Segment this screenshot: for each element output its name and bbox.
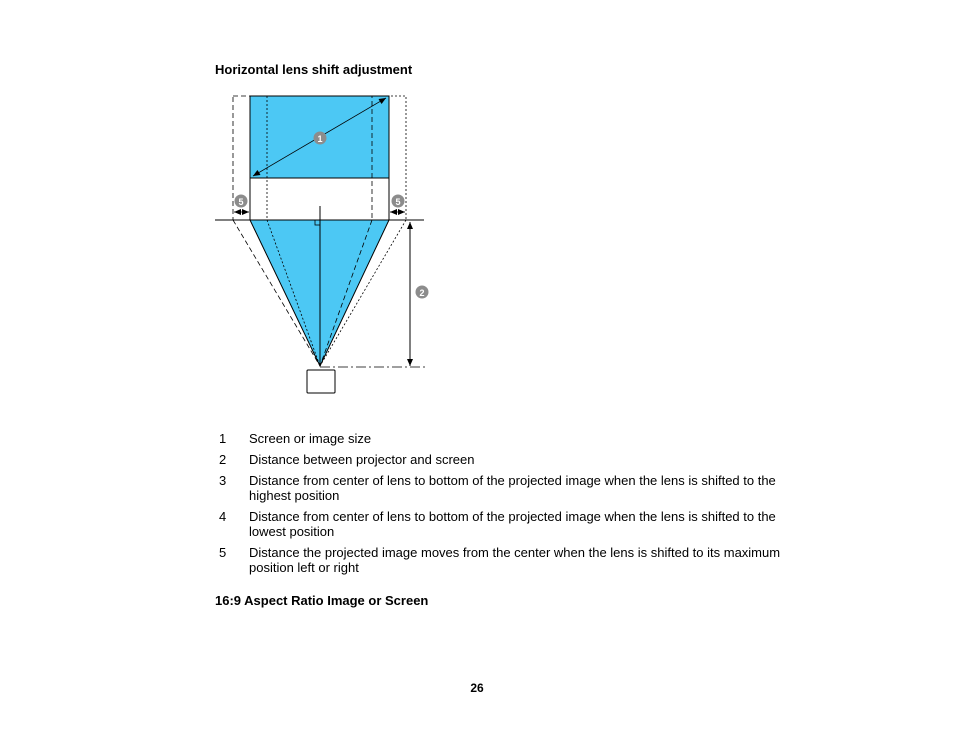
legend-item: 4 Distance from center of lens to bottom of the projected image when the lens is shifted to the lowest position xyxy=(219,509,776,539)
page-number: 26 xyxy=(470,681,484,695)
projector xyxy=(307,370,335,393)
callout-2 xyxy=(416,286,429,299)
svg-text:5: 5 xyxy=(238,197,244,207)
legend-item: 2 Distance between projector and screen xyxy=(219,452,475,467)
section-title: Horizontal lens shift adjustment xyxy=(215,62,413,77)
legend-item: 5 Distance the projected image moves from the center when the lens is shifted to its maximum position left or right xyxy=(219,545,781,575)
next-section-title: 16:9 Aspect Ratio Image or Screen xyxy=(215,593,429,608)
svg-text:2: 2 xyxy=(419,288,425,298)
callout-5-left xyxy=(235,195,248,208)
svg-text:5: 5 xyxy=(395,197,401,207)
legend-list xyxy=(219,431,799,581)
callout-5-right xyxy=(392,195,405,208)
legend-item: 3 Distance from center of lens to bottom of the projected image when the lens is shifted to the highest position xyxy=(219,473,776,503)
legend-item: 1 Screen or image size xyxy=(219,431,372,446)
callout-1 xyxy=(314,132,327,145)
svg-text:1: 1 xyxy=(317,134,323,144)
